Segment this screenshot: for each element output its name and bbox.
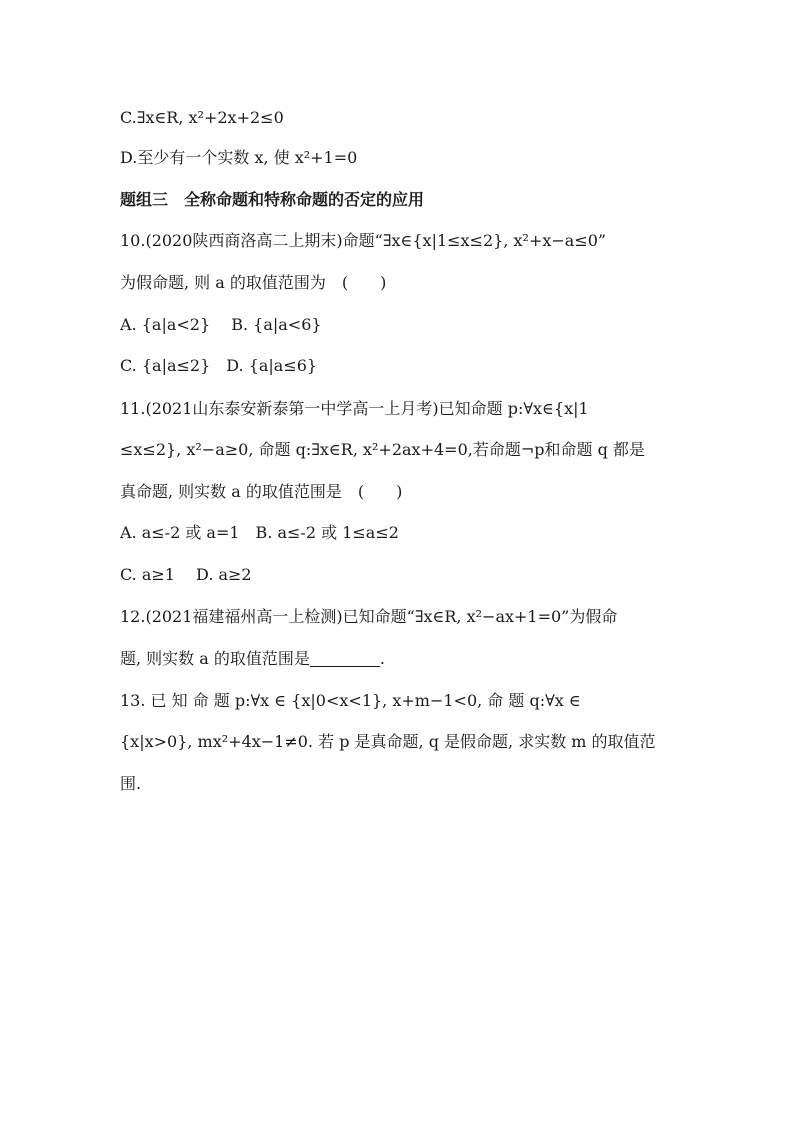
question-13-line-3: 围. bbox=[120, 774, 142, 793]
option-d-q9: D.至少有一个实数 x, 使 x²+1=0 bbox=[120, 148, 358, 167]
question-10-line-1: 10.(2020陕西商洛高二上期末)命题“∃x∈{x|1≤x≤2}, x²+x−a≤0” bbox=[120, 231, 607, 250]
question-12-period: . bbox=[379, 649, 385, 668]
option-c-q9: C.∃x∈R, x²+2x+2≤0 bbox=[120, 108, 284, 127]
question-13-line-1: 13. 已 知 命 题 p:∀x ∈ {x|0<x<1}, x+m−1<0, 命 题 q:∀x ∈ bbox=[120, 691, 581, 710]
question-13-line-2: {x|x>0}, mx²+4x−1≠0. 若 p 是真命题, q 是假命题, 求实数 m 的取值范 bbox=[120, 732, 656, 751]
section-heading: 题组三 全称命题和特称命题的否定的应用 bbox=[120, 190, 425, 209]
question-11-options-ab: A. a≤-2 或 a=1 B. a≤-2 或 1≤a≤2 bbox=[120, 523, 399, 542]
question-10-options-ab: A. {a|a<2} B. {a|a<6} bbox=[120, 315, 322, 334]
question-11-line-3: 真命题, 则实数 a 的取值范围是 ( ) bbox=[120, 482, 403, 501]
question-12-line-2 bbox=[120, 648, 680, 670]
question-11-options-cd: C. a≥1 D. a≥2 bbox=[120, 565, 252, 584]
question-11-line-1: 11.(2021山东泰安新泰第一中学高一上月考)已知命题 p:∀x∈{x|1 bbox=[120, 399, 589, 418]
question-10-line-2: 为假命题, 则 a 的取值范围为 ( ) bbox=[120, 273, 387, 292]
question-10-options-cd: C. {a|a≤2} D. {a|a≤6} bbox=[120, 356, 318, 375]
question-12-text: 题, 则实数 a 的取值范围是 bbox=[120, 649, 310, 668]
question-12-line-1: 12.(2021福建福州高一上检测)已知命题“∃x∈R, x²−ax+1=0”为假命 bbox=[120, 607, 618, 626]
question-11-line-2: ≤x≤2}, x²−a≥0, 命题 q:∃x∈R, x²+2ax+4=0,若命题¬p和命题 q 都是 bbox=[120, 440, 645, 459]
answer-blank[interactable] bbox=[310, 650, 380, 667]
